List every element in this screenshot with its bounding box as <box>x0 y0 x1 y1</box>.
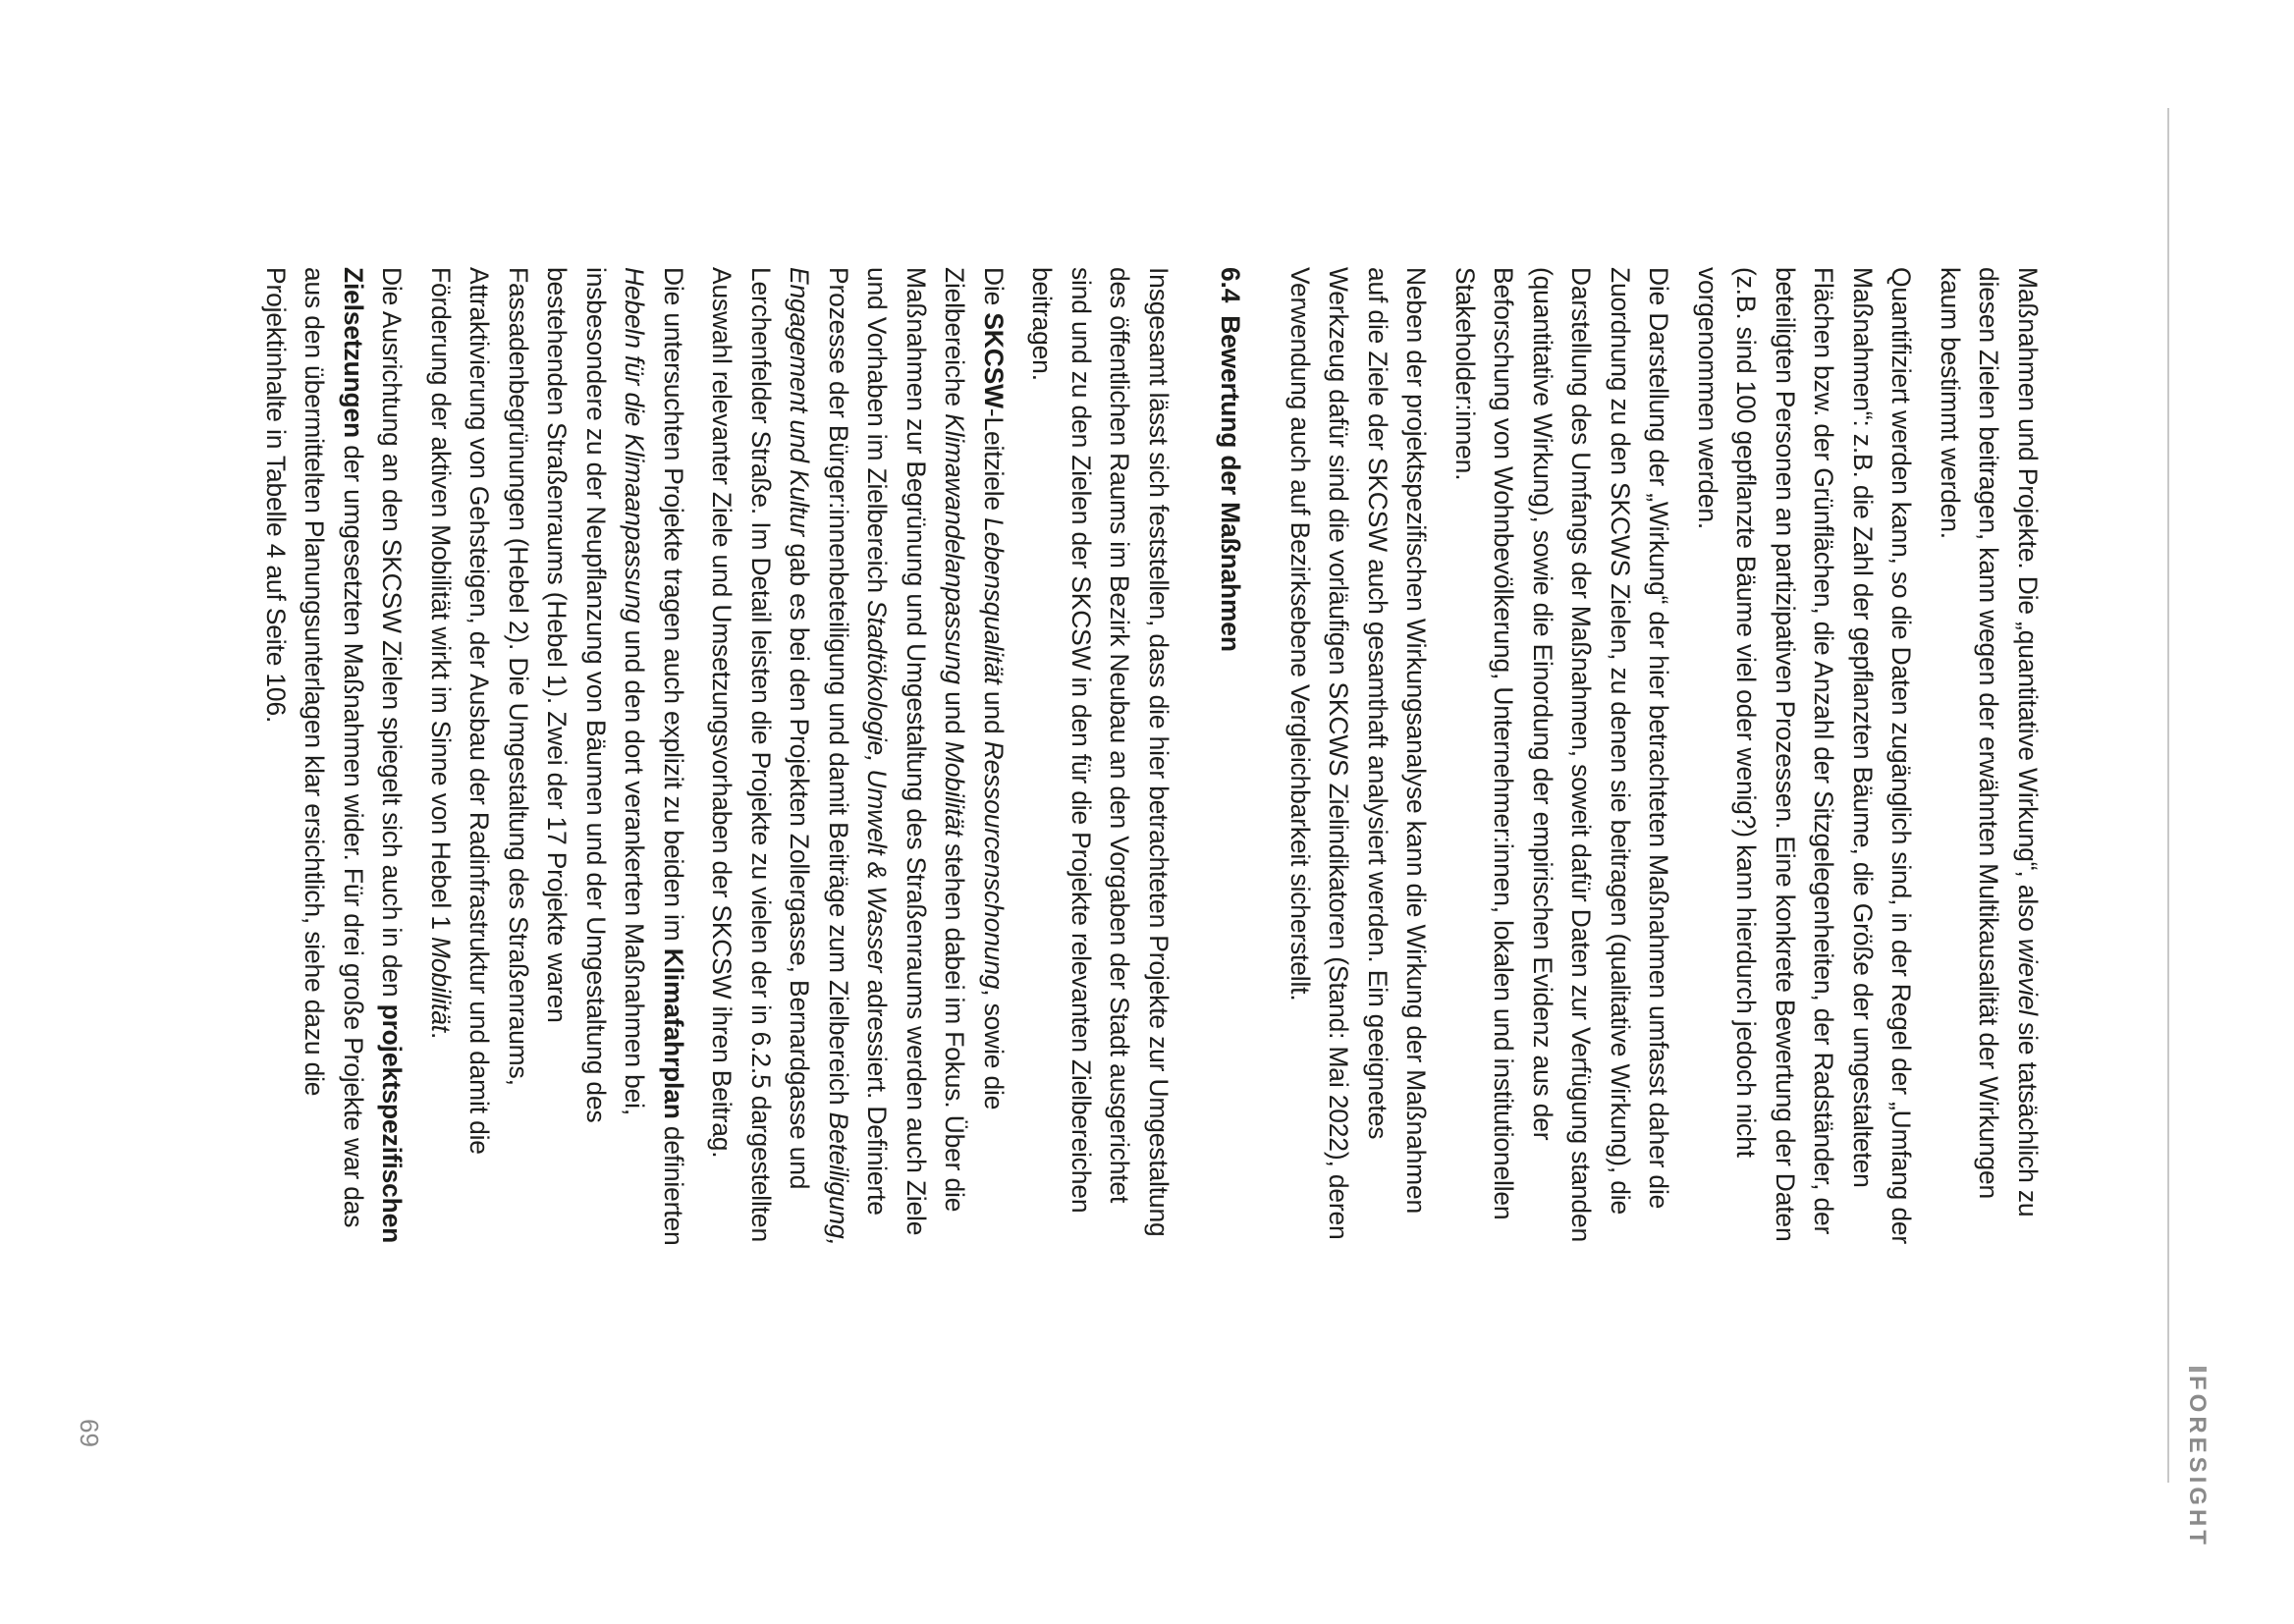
paragraph-4: Neben der projektspezifischen Wirkungsanalyse kann die Wirkung der Maßnahmen auf die Ziele der SKCSW auch gesamthaft analysiert werden. Ein geeignetes Werkzeug dafür sind die vorläufigen SKCWS Zielindikatoren (Stand: Mai 2022), deren Verwendung auch auf Bezirksebene Vergleichbarkeit sicherstellt. <box>1285 267 1432 1240</box>
page-body <box>246 267 2048 1249</box>
paragraph-7: Die untersuchten Projekte tragen auch explizit zu beiden im Klimafahrplan definierten Hebeln für die Klimaanpassung und den dort verankerten Maßnahmen bei, insbesondere zu der Neupflanzung von Bäumen und der Umgestaltung des bestehenden Straßenraums (Hebel 1). Zwei der 17 Projekte waren Fassadenbegrünungen (Hebel 2). Die Umgestaltung des Straßenraums, Attraktivierung von Gehsteigen, der Ausbau der Radinfrastruktur und damit die Förderung der aktiven Mobilität wirkt im Sinne von Hebel 1 Mobilität. <box>426 267 688 1246</box>
section-number: 6.4 <box>1216 267 1246 303</box>
paragraph-2: Quantifiziert werden kann, so die Daten zugänglich sind, in der Regel der „Umfang der Maßnahmen“: z.B. die Zahl der gepflanzten Bäume, die Größe der umgestalteten Flächen bzw. der Grünflächen, die Anzahl der Sitzgelegenheiten, der Radständer, der beteiligten Personen an partizipativen Prozessen. Eine konkrete Bewertung der Daten (z.B. sind 100 gepflanzte Bäume viel oder wenig?) kann hierdurch jedoch nicht vorgenommen werden. <box>1693 267 1917 1245</box>
section-title: Bewertung der Maßnahmen <box>1216 315 1246 652</box>
header-divider <box>2167 108 2169 1483</box>
brand-name: FORESIGHT <box>2184 1376 2211 1549</box>
brand-logo <box>2181 1367 2211 1549</box>
paragraph-6: Die SKCSW-Leitziele Lebensqualität und Ressourcenschonung, sowie die Zielbereiche Klimawandelanpassung und Mobilität stehen dabei im Fokus. Über die Maßnahmen zur Begrünung und Umgestaltung des Straßenraums werden auch Ziele und Vorhaben im Zielbereich Stadtökologie, Umwelt & Wasser adressiert. Definierte Prozesse der Bürger:innenbeteiligung und damit Beiträge zum Zielbereich Beteiligung, Engagement und Kultur gab es bei den Projekten Zollergasse, Bernardgasse und Lerchenfelder Straße. Im Detail leisten die Projekte zu vielen der in 6.2.5 dargestellten Auswahl relevanter Ziele und Umsetzungsvorhaben der SKCSW ihren Beitrag. <box>707 267 1009 1246</box>
paragraph-3: Die Darstellung der „Wirkung“ der hier betrachteten Maßnahmen umfasst daher die Zuordnung zu den SKCWS Zielen, zu denen sie beitragen (qualitative Wirkung), die Darstellung des Umfangs der Maßnahmen, soweit dafür Daten zur Verfügung standen (quantitative Wirkung), sowie die Einordung der empirischen Evidenz aus der Beforschung von Wohnbevölkerung, Unternehmer:innen, lokalen und institutionellen Stakeholder:innen. <box>1450 267 1674 1243</box>
page-number: 69 <box>75 1419 104 1447</box>
brand-bar-icon <box>2189 1367 2207 1372</box>
section-heading <box>1211 267 1250 1249</box>
paragraph-8: Die Ausrichtung an den SKCSW Zielen spiegelt sich auch in den projektspezifischen Zielsetzungen der umgesetzten Maßnahmen wider. Für drei große Projekte war das aus den übermittelten Planungsunterlagen klar ersichtlich, siehe dazu die Projektinhalte in Tabelle 4 auf Seite 106. <box>261 267 408 1244</box>
paragraph-5: Insgesamt lässt sich feststellen, dass die hier betrachteten Projekte zur Umgestaltung des öffentlichen Raums im Bezirk Neubau an den Vorgaben der Stadt ausgerichtet sind und zu den Zielen der SKCSW in den für die Projekte relevanten Zielbereichen beitragen. <box>1027 267 1174 1237</box>
paragraph-1: Maßnahmen und Projekte. Die „quantitative Wirkung“, also wieviel sie tatsächlich zu diesen Zielen beitragen, kann wegen der erwähnten Multikausalität der Wirkungen kaum bestimmt werden. <box>1936 267 2043 1218</box>
